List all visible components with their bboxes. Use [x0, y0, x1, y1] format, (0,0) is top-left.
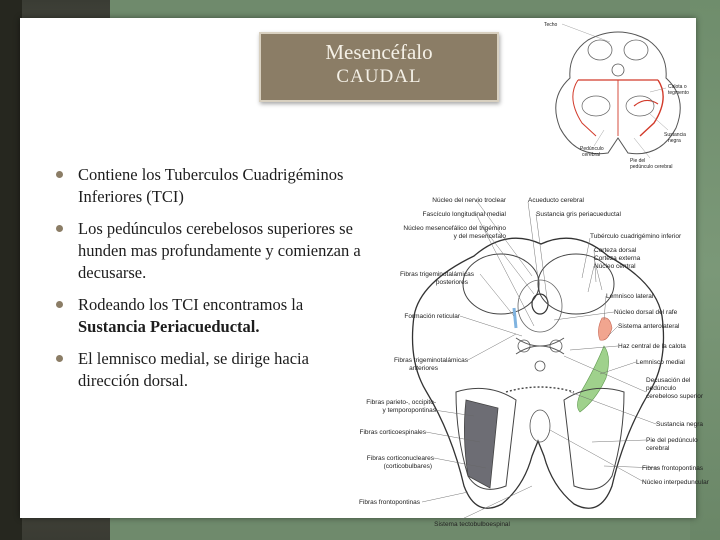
- label-decusacion-2: pedúnculo: [646, 385, 676, 392]
- label-sistema-anterolateral: Sistema anterolateral: [618, 323, 680, 330]
- label-sustancia: Sustancia: [664, 132, 686, 138]
- slide: [20, 18, 709, 528]
- bullet-item: El lemnisco medial, se dirige hacia dirección dorsal.: [52, 348, 362, 392]
- label-pie: Pie del: [630, 158, 646, 164]
- label-corticonucleares-2: (corticobulbares): [383, 463, 432, 470]
- bullet-item: Los pedúnculos cerebelosos superiores se hunden mas profundamente y comienzan a decusarse.: [52, 218, 362, 284]
- label-corticoespinales: Fibras corticoespinales: [359, 429, 426, 436]
- label-frontopontinas-left: Fibras frontopontinas: [358, 499, 420, 506]
- label-frontopontinas-right: Fibras frontopontinas: [642, 465, 704, 472]
- label-lemnisco-lateral: Lemnisco lateral: [606, 293, 654, 300]
- label-trigeminotalamicas-ant-2: anteriores: [409, 365, 438, 372]
- bullet-dot-icon: [56, 225, 63, 232]
- label-pie-2: pedúnculo cerebral: [630, 164, 673, 170]
- label-nucleo-mesencefalico: Núcleo mesencefálico del trigémino: [403, 225, 506, 232]
- label-negra: negra: [668, 138, 681, 144]
- label-nucleo-troclear: Núcleo del nervio troclear: [432, 197, 506, 204]
- label-sustancia-gris: Sustancia gris periacueductal: [536, 211, 621, 218]
- title-line-2: CAUDAL: [336, 66, 422, 87]
- label-pedunculo: Pedúnculo: [580, 146, 604, 152]
- label-calota: Calota o: [668, 84, 687, 90]
- label-tegmento: tegmento: [668, 90, 689, 96]
- label-decusacion-3: cerebeloso superior: [646, 393, 704, 400]
- label-nucleo-rafe: Núcleo dorsal del rafe: [614, 309, 678, 316]
- bullet-item: Contiene los Tuberculos Cuadrigéminos Inferiores (TCI): [52, 164, 362, 208]
- label-interpeduncular: Núcleo interpeduncular: [642, 479, 709, 486]
- label-nucleo-mesencefalico-2: y del mesencefalo: [453, 233, 506, 240]
- label-corticonucleares: Fibras corticonucleares: [366, 455, 434, 462]
- label-lemnisco-medial: Lemnisco medial: [636, 359, 685, 366]
- title-box: [259, 32, 499, 102]
- label-fibras-parieto: Fibras parieto-, occipito-: [366, 399, 436, 406]
- title-line-1: Mesencéfalo: [325, 40, 433, 64]
- label-pie-pedunculo: Pie del pedúnculo: [646, 437, 698, 444]
- bullet-dot-icon: [56, 171, 63, 178]
- label-corteza-dorsal: Corteza dorsal: [594, 247, 637, 254]
- label-haz-central: Haz central de la calota: [618, 343, 686, 350]
- label-cerebral: cerebral: [582, 152, 601, 158]
- label-fasciculo-longitudinal: Fascículo longitudinal medial: [422, 211, 506, 218]
- midbrain-section-diagram: [356, 186, 716, 536]
- label-tuberculo-inferior: Tubérculo cuadrigémino inferior: [590, 233, 682, 240]
- label-techo: Techo: [544, 22, 558, 28]
- label-trigeminotalamicas-post: Fibras trigeminotalámicas: [399, 271, 474, 278]
- label-fibras-parieto-2: y temporopontinas: [382, 407, 436, 414]
- bullet-list: [52, 164, 362, 402]
- label-tectobulboespinal: Sistema tectobulboespinal: [434, 521, 510, 528]
- label-decusacion: Decusación del: [646, 377, 691, 384]
- bullet-dot-icon: [56, 355, 63, 362]
- label-sustancia-negra: Sustancia negra: [656, 421, 703, 428]
- label-trigeminotalamicas-ant: Fibras trigeminotalámicas: [393, 357, 468, 364]
- bullet-item: Rodeando los TCI encontramos la Sustancia Periacueductal.: [52, 294, 362, 338]
- bullet-dot-icon: [56, 301, 63, 308]
- label-corteza-externa: Corteza externa: [594, 255, 641, 262]
- label-pie-pedunculo-2: cerebral: [646, 445, 670, 452]
- small-midbrain-diagram: [518, 18, 718, 178]
- label-acueducto: Acueducto cerebral: [528, 197, 585, 204]
- label-trigeminotalamicas-post-2: posteriores: [435, 279, 468, 286]
- label-formacion-reticular: Formación reticular: [404, 313, 460, 320]
- label-nucleo-central: Núcleo central: [594, 263, 636, 270]
